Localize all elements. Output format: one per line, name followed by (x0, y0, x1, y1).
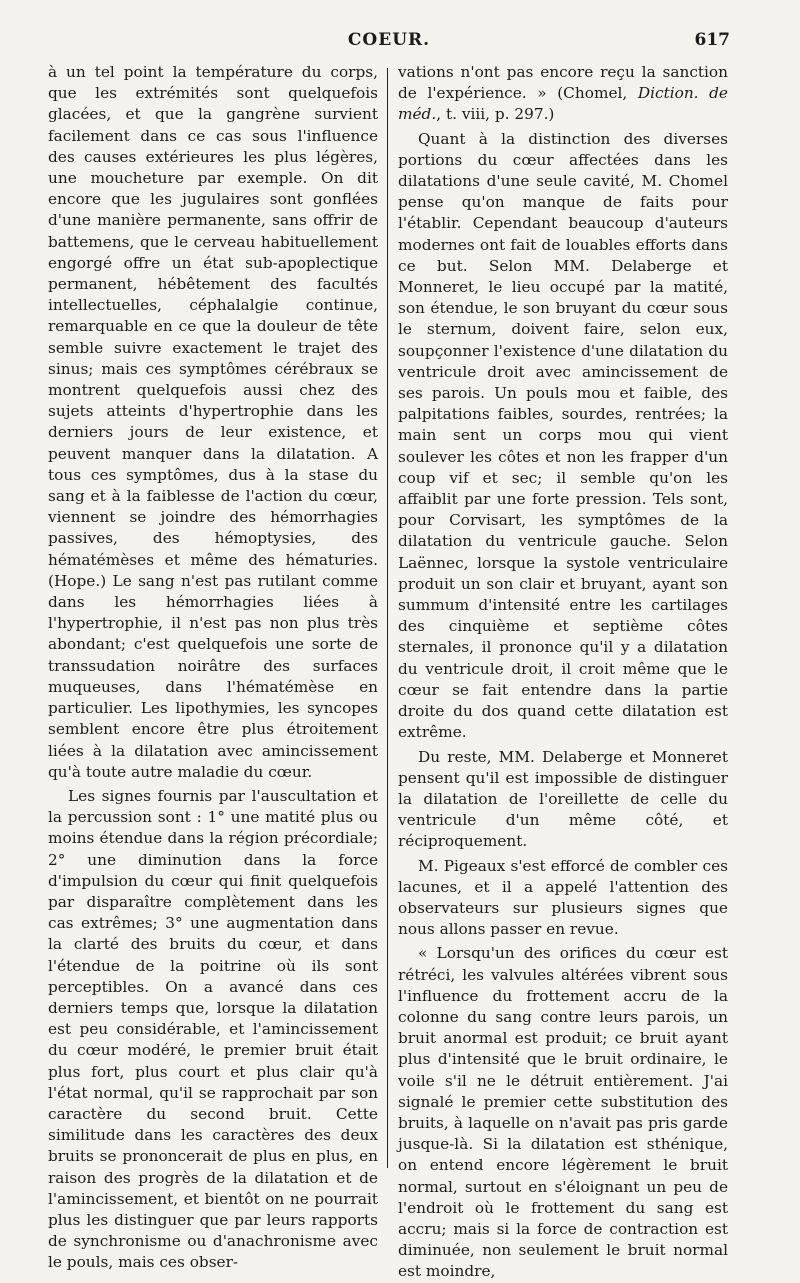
left-column (48, 62, 378, 1274)
column-divider (387, 68, 388, 1168)
paragraph: Du reste, MM. Delaberge et Monneret pensent qu'il est impossible de distinguer la dilatation de l'oreillette de celle du ventricule d'un même côté, et réciproquement. (398, 747, 728, 851)
paragraph: M. Pigeaux s'est efforcé de combler ces lacunes, et il a appelé l'attention des observateurs sur plusieurs signes que nous allons passer en revue. (398, 856, 728, 939)
paragraph: Les signes fournis par l'auscultation et la percussion sont : 1° une matité plus ou moins étendue dans la région précordiale; 2° une diminution dans la force d'impulsion du cœur qui finit quelquefois par disparaître complètement dans les cas extrêmes; 3° une augmentation dans la clarté des bruits du cœur, et dans l'étendue de la poitrine où ils sont perceptibles. On a avancé dans ces derniers temps que, lorsque la dilatation est peu considérable, et l'amincissement du cœur modéré, le premier bruit était plus fort, plus court et plus clair qu'à l'état normal, qu'il se rapprochait par son caractère du second bruit. Cette similitude dans les caractères des deux bruits se prononcerait de plus en plus, en raison des progrès de la dilatation et de l'amincissement, et bientôt on ne pourrait plus les distinguer que par leurs rapports de synchronisme ou d'anachronisme avec le pouls, mais ces obser- (48, 786, 378, 1272)
paragraph (398, 62, 728, 126)
running-header (48, 30, 730, 56)
citation-title: Diction. de méd. (398, 84, 728, 124)
right-column (398, 62, 728, 1283)
paragraph: à un tel point la température du corps, que les extrémités sont quelquefois glacées, et que la gangrène survient facilement dans ce cas sous l'influence des causes extérieures les plus légères, une moucheture par exemple. On dit encore que les jugulaires sont gonflées d'une manière permanente, sans offrir de battemens, que le cerveau habituellement engorgé offre un état sub-apoplectique permanent, hébêtement des facultés intellectuelles, céphalalgie continue, remarquable en ce que la douleur de tête semble suivre exactement le trajet des sinus; mais ces symptômes cérébraux se montrent quelquefois aussi chez des sujets atteints d'hypertrophie dans les derniers jours de leur existence, et peuvent manquer dans la dilatation. A tous ces symptômes, dus à la stase du sang et à la faiblesse de l'action du cœur, viennent se joindre des hémorrhagies passives, des hémoptysies, des hématémèses et même des hématuries. (Hope.) Le sang n'est pas rutilant comme dans les hémorrhagies liées à l'hypertrophie, il n'est pas non plus très abondant; c'est quelquefois une sorte de transsudation noirâtre des surfaces muqueuses, dans l'hématémèse en particulier. Les lipothymies, les syncopes semblent encore être plus étroitement liées à la dilatation avec amincissement qu'à toute autre maladie du cœur. (48, 63, 378, 781)
citation-reference: , t. viii, p. 297.) (436, 105, 555, 124)
paragraph: « Lorsqu'un des orifices du cœur est rétréci, les valvules altérées vibrent sous l'influence du frottement accru de la colonne du sang contre leurs parois, un bruit anormal est produit; ce bruit ayant plus d'intensité que le bruit ordinaire, le voile s'il ne le détruit entièrement. J'ai signalé le premier cette substitution des bruits, à laquelle on n'avait pas pris garde jusque-là. Si la dilatation est sthénique, on entend encore légèrement le bruit normal, surtout en s'éloignant un peu de l'endroit où le frottement du sang est accru; mais si la force de contraction est diminuée, non seulement le bruit normal est moindre, (398, 944, 728, 1281)
page-number: 617 (694, 30, 730, 50)
citation-text: vations n'ont pas encore reçu la sanction de l'expérience. » (Chomel, (398, 63, 728, 103)
running-title: COEUR. (347, 30, 431, 50)
paragraph: Quant à la distinction des diverses portions du cœur affectées dans les dilatations d'une seule cavité, M. Chomel pense qu'on manque de faits pour l'établir. Cependant beaucoup d'auteurs modernes ont fait de louables efforts dans ce but. Selon MM. Delaberge et Monneret, le lieu occupé par la matité, son étendue, le son bruyant du cœur sous le sternum, doivent faire, selon eux, soupçonner l'existence d'une dilatation du ventricule droit avec amincissement de ses parois. Un pouls mou et faible, des palpitations faibles, sourdes, rentrées; la main sent un corps mou qui vient soulever les côtes et non les frapper d'un coup vif et sec; il semble qu'on les affaiblit par une forte pression. Tels sont, pour Corvisart, les symptômes de la dilatation du ventricule gauche. Selon Laënnec, lorsque la systole ventriculaire produit un son clair et bruyant, ayant son summum d'intensité entre les cartilages des cinquième et septième côtes sternales, il prononce qu'il y a dilatation du ventricule droit, il croit même que le cœur se fait entendre dans la partie droite du dos quand cette dilatation est extrême. (398, 129, 728, 742)
